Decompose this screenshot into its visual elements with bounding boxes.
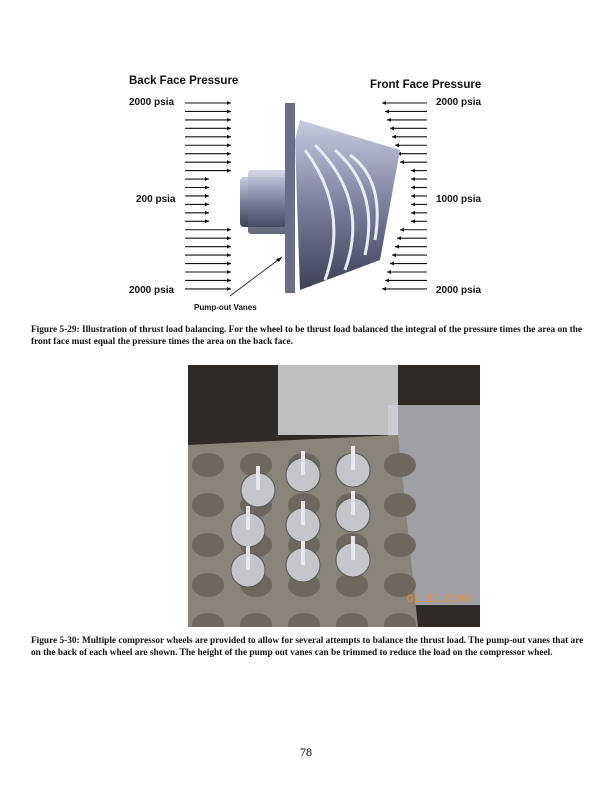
- front-pressure-arrow-head: [382, 287, 386, 291]
- wheel-shaft: [246, 546, 250, 570]
- wheel-shaft: [301, 541, 305, 565]
- back-pressure-arrow-head: [227, 287, 231, 291]
- back-top-label: 2000 psia: [129, 97, 175, 108]
- front-pressure-arrow-head: [411, 169, 415, 173]
- pump-out-vanes-label: Pump-out Vanes: [194, 303, 257, 312]
- back-pressure-arrow-head: [205, 186, 209, 190]
- front-pressure-arrow-head: [400, 160, 404, 164]
- back-pressure-arrow-head: [227, 160, 231, 164]
- back-pressure-arrow-head: [227, 152, 231, 156]
- pointer-line: [230, 257, 282, 296]
- front-pressure-arrow-head: [395, 143, 399, 147]
- wheel-shaft: [246, 506, 250, 530]
- wheel-shaft: [351, 536, 355, 560]
- front-pressure-arrow-head: [392, 253, 396, 257]
- front-bottom-label: 2000 psia: [436, 285, 482, 296]
- back-pressure-arrow-head: [205, 177, 209, 181]
- page-number: 78: [300, 745, 312, 759]
- front-pressure-arrow-head: [390, 262, 394, 266]
- front-pressure-arrow-head: [385, 109, 389, 113]
- front-pressure-arrow-head: [390, 126, 394, 130]
- back-pressure-arrow-head: [227, 253, 231, 257]
- back-pressure-arrow-head: [205, 194, 209, 198]
- back-pressure-arrow-head: [227, 109, 231, 113]
- back-mid-label: 200 psia: [136, 194, 176, 205]
- back-face-title: Back Face Pressure: [129, 75, 239, 87]
- back-pressure-arrow-head: [227, 169, 231, 173]
- back-pressure-arrow-head: [227, 262, 231, 266]
- carton-cell: [384, 493, 416, 517]
- front-face-title: Front Face Pressure: [370, 79, 482, 91]
- back-pressure-arrow-head: [227, 135, 231, 139]
- front-pressure-arrow-head: [385, 278, 389, 282]
- front-pressure-arrow-head: [397, 236, 401, 240]
- front-pressure-arrow-head: [387, 270, 391, 274]
- front-pressure-arrow-head: [392, 135, 396, 139]
- figure-5-30-caption: Figure 5-30: Multiple compressor wheels are provided to allow for several attempts to balance the thrust load. The pump-out vanes that are on the back of each wheel are shown. The height of the pump out vanes can be trimmed to reduce the load on the compressor wheel.: [31, 636, 584, 658]
- carton-cell: [192, 493, 224, 517]
- figure-5-29-caption: Figure 5-29: Illustration of thrust load balancing. For the wheel to be thrust load balanced the integral of the pressure times the area on the front face must equal the pressure times the area on the back face.: [31, 325, 582, 347]
- photo-render: [188, 365, 480, 627]
- back-pressure-arrow-head: [227, 236, 231, 240]
- back-pressure-arrow-head: [205, 219, 209, 223]
- carton-cell: [384, 533, 416, 557]
- date-stamp: 01 10 2008: [406, 593, 472, 605]
- front-mid-label: 1000 psia: [436, 194, 482, 205]
- compressor-wheels-photo: [188, 365, 480, 627]
- carton-cell: [192, 453, 224, 477]
- front-pressure-arrow-head: [411, 194, 415, 198]
- front-pressure-arrow-head: [387, 118, 391, 122]
- back-pressure-arrow-head: [227, 270, 231, 274]
- front-pressure-arrow-head: [411, 219, 415, 223]
- front-pressure-arrow-head: [411, 211, 415, 215]
- back-face-arrows: [185, 101, 231, 291]
- back-pressure-arrow-head: [227, 101, 231, 105]
- front-pressure-arrow-head: [411, 202, 415, 206]
- back-pressure-arrow-head: [227, 245, 231, 249]
- compressor-wheel-render: [240, 103, 400, 293]
- back-pressure-arrow-head: [227, 126, 231, 130]
- back-pressure-arrow-head: [227, 143, 231, 147]
- back-pressure-arrow-head: [227, 228, 231, 232]
- wheel-shaft: [256, 466, 260, 490]
- carton-cell: [384, 453, 416, 477]
- front-pressure-arrow-head: [395, 245, 399, 249]
- wheel-shaft: [301, 501, 305, 525]
- back-pressure-arrow-head: [227, 278, 231, 282]
- front-pressure-arrow-head: [411, 186, 415, 190]
- back-pressure-arrow-head: [205, 202, 209, 206]
- back-pressure-arrow-head: [205, 211, 209, 215]
- back-bottom-label: 2000 psia: [129, 285, 175, 296]
- front-pressure-arrow-head: [400, 228, 404, 232]
- wheel-shaft: [301, 451, 305, 475]
- front-pressure-arrow-head: [382, 101, 386, 105]
- front-top-label: 2000 psia: [436, 97, 482, 108]
- front-pressure-arrow-head: [411, 177, 415, 181]
- back-pressure-arrow-head: [227, 118, 231, 122]
- carton-cell: [192, 573, 224, 597]
- carton-cell: [192, 533, 224, 557]
- wheel-shaft: [351, 446, 355, 470]
- wheel-shaft: [351, 491, 355, 515]
